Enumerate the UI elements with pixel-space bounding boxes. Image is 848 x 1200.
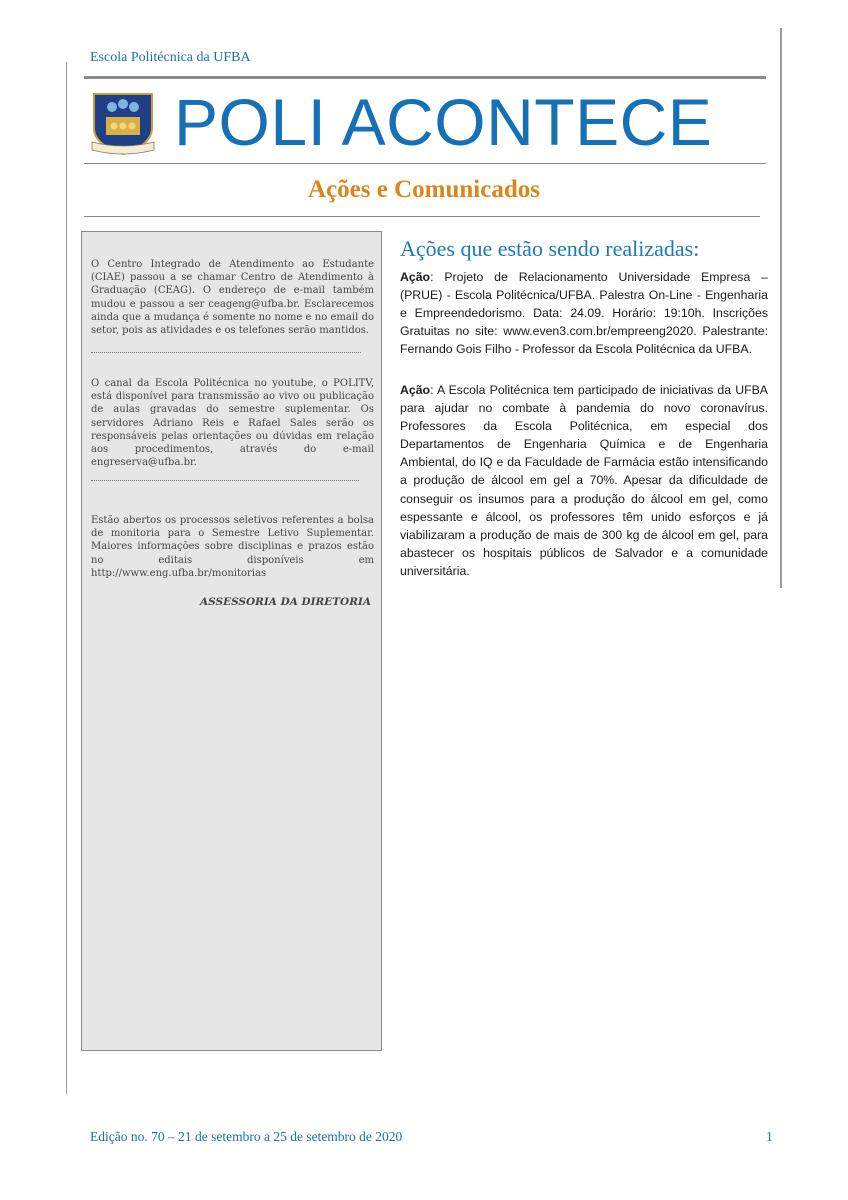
action-text: : Projeto de Relacionamento Universidade Empresa – (PRUE) - Escola Politécnica/UFBA. Palestra On-Line - Engenharia e Empreendedorismo. Data: 24.09. Horário: 19:10h. Inscrições Gratuitas no site: www.even3.com.br/empreeng2020. Palestrante: Fernando Gois Filho - Professor da Escola Politécnica da UFBA.: [400, 270, 768, 357]
notice-politv: O canal da Escola Politécnica no youtube, o POLITV, está disponível para transmissão ao vivo ou publicação de aulas gravadas do semestre suplementar. Os servidores Adriano Reis e Rafael Sales serão os responsáveis pelas orientações ou dúvidas em relação aos procedimentos, através do e-mail engreserva@ufba.br.: [91, 378, 374, 469]
header-rule-bottom: [84, 163, 766, 164]
action-text: : A Escola Politécnica tem participado de iniciativas da UFBA para ajudar no combate à pandemia do novo coronavírus. Professores da Escola Politécnica, em especial dos Departamentos de Engenharia Química e de Engenharia Ambiental, do IQ e da Faculdade de Farmácia estão intensificando a produção de álcool em gel a 70%. Apesar da dificuldade de conseguir os insumos para a produção do álcool em gel, como espessante e álcool, os professores têm unido esforços e já viabilizaram a produção de mais de 300 kg de álcool em gel, para abastecer os hospitais públicos de Salvador e a comunidade universitária.: [400, 383, 768, 578]
notice-monitoria: Estão abertos os processos seletivos referentes a bolsa de monitoria para o Semestre Letivo Suplementar. Maiores informações sobre disciplinas e prazos estão no editais disponíveis em http://www.eng.ufba.br/monitorias: [91, 515, 374, 579]
action-label: Ação: [400, 270, 431, 284]
ufba-crest-icon: [90, 90, 156, 156]
action-label: Ação: [400, 383, 431, 397]
left-margin-line: [66, 62, 67, 1094]
header-rule-top: [84, 76, 766, 79]
action-item-1: [400, 268, 768, 358]
school-name: Escola Politécnica da UFBA: [90, 50, 251, 65]
section-subtitle: Ações e Comunicados: [308, 176, 540, 203]
action-item-2: [400, 381, 768, 580]
newsletter-title: POLI ACONTECE: [174, 85, 713, 159]
actions-heading: Ações que estão sendo realizadas:: [400, 236, 700, 261]
dotted-separator: [91, 480, 359, 481]
edition-footer: Edição no. 70 – 21 de setembro a 25 de setembro de 2020: [90, 1129, 403, 1144]
signature: ASSESSORIA DA DIRETORIA: [199, 596, 371, 608]
page-number: 1: [766, 1129, 773, 1144]
dotted-separator: [91, 352, 361, 353]
right-margin-line: [780, 28, 782, 588]
subtitle-rule: [84, 216, 760, 217]
notice-ceag: O Centro Integrado de Atendimento ao Estudante (CIAE) passou a se chamar Centro de Atendimento à Graduação (CEAG). O endereço de e-mail também mudou e passou a ser ceageng@ufba.br. Esclarecemos ainda que a mudança é somente no nome e no email do setor, pois as atividades e os telefones serão mantidos.: [91, 259, 374, 337]
announcements-sidebar: [81, 231, 382, 1051]
